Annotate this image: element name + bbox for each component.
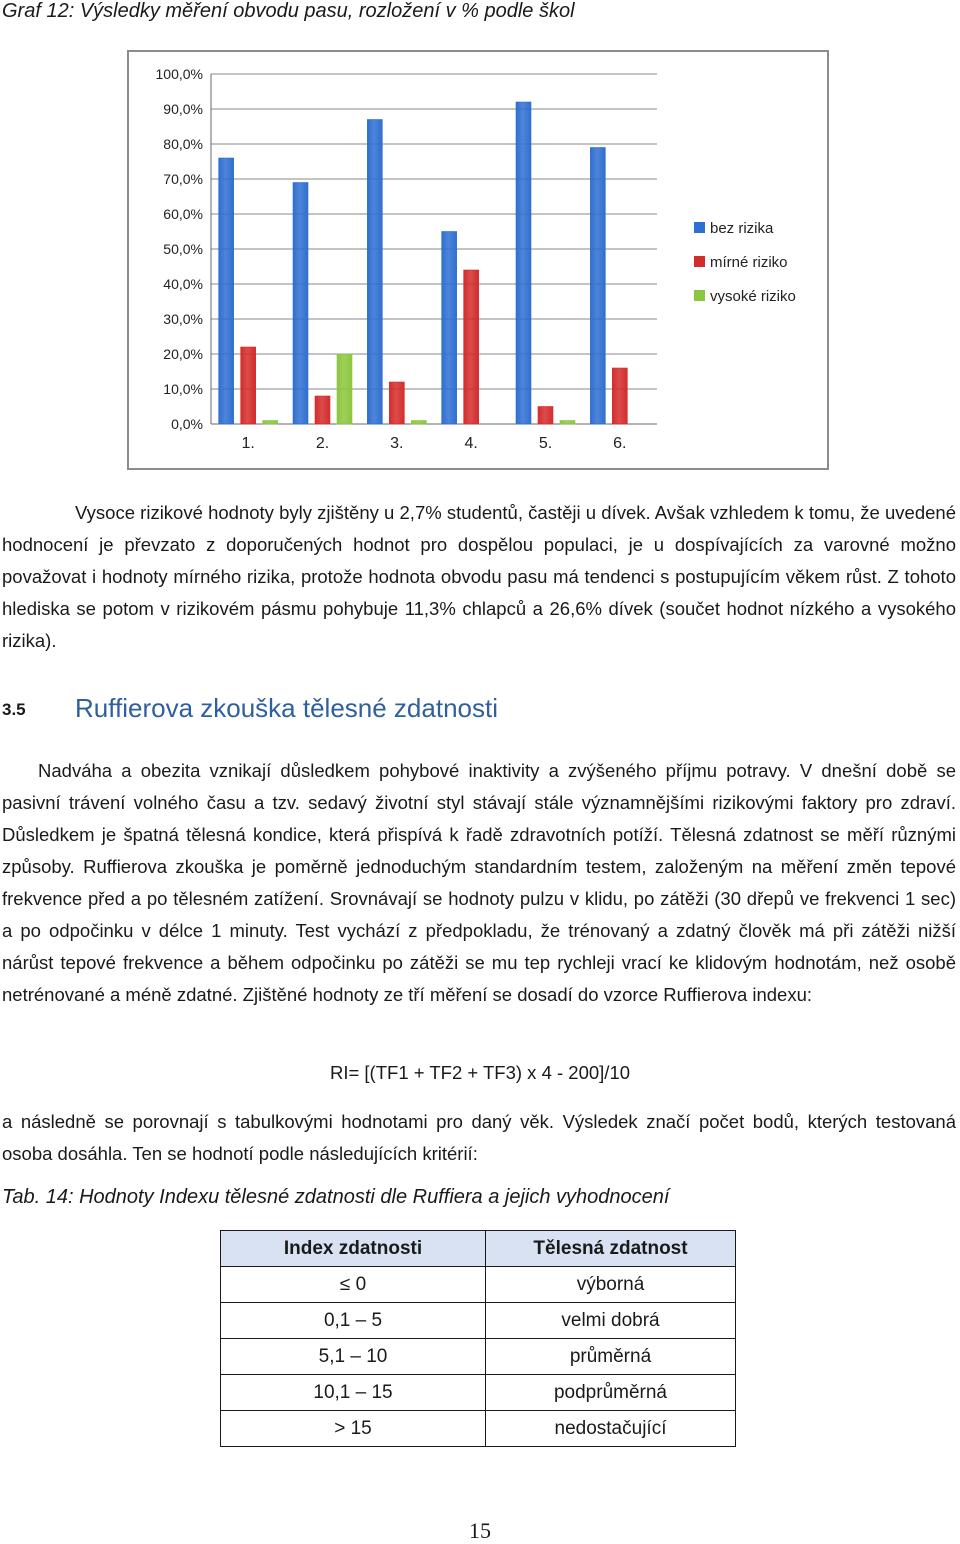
page-number: 15 [469,1518,491,1543]
table-header-index: Index zdatnosti [221,1231,486,1267]
y-tick-label: 0,0% [171,416,203,432]
bar [612,368,627,424]
table-cell-fitness: průměrná [486,1339,736,1375]
legend-swatch [694,290,705,301]
y-tick-label: 80,0% [163,136,203,152]
section-number: 3.5 [2,700,26,719]
legend-swatch [694,256,705,267]
bar [464,270,479,424]
bar [219,158,234,424]
legend-label: vysoké riziko [710,288,796,305]
x-tick-label: 2. [315,435,330,452]
paragraph-evaluation: a následně se porovnají s tabulkovými hodnotami pro daný věk. Výsledek značí počet bodů, kterých testovaná osoba dosáhla. Ten se hodnotí podle následujících kritérií: [2,1111,956,1164]
ruffier-table [220,1230,736,1447]
table-row [221,1411,736,1447]
bar [315,396,330,424]
bar [590,148,605,425]
table-cell-fitness: výborná [486,1267,736,1303]
y-tick-label: 20,0% [163,346,203,362]
table-row [221,1339,736,1375]
table-cell-index: 5,1 – 10 [221,1339,486,1375]
x-tick-label: 4. [464,435,478,452]
table-header-fitness: Tělesná zdatnost [486,1231,736,1267]
legend-label: bez rizika [710,220,774,237]
bar-chart [129,52,827,468]
y-tick-label: 30,0% [163,311,203,327]
section-title: Ruffierova zkouška tělesné zdatnosti [75,693,498,723]
x-tick-label: 1. [241,435,255,452]
chart-frame [127,50,829,470]
y-tick-label: 40,0% [163,276,203,292]
table-caption: Tab. 14: Hodnoty Indexu tělesné zdatnosti dle Ruffiera a jejich vyhodnocení [2,1186,670,1208]
table-cell-index: 10,1 – 15 [221,1375,486,1411]
y-tick-label: 60,0% [163,206,203,222]
paragraph-waist-results: Vysoce rizikové hodnoty byly zjištěny u 2,7% studentů, častěji u dívek. Avšak vzhledem k tomu, že uvedené hodnocení je převzato z doporučených hodnot pro dospělou populaci, je u dospívajících za varovné možno považovat i hodnoty mírného rizika, protože hodnota obvodu pasu má tendenci s postupujícím věkem růst. Z tohoto hlediska se potom v rizikovém pásmu pohybuje 11,3% chlapců a 26,6% dívek (součet hodnot nízkého a vysokého rizika). [2,502,956,651]
y-tick-label: 70,0% [163,171,203,187]
x-tick-label: 3. [390,435,404,452]
legend-label: mírné riziko [710,254,788,271]
paragraph-ruffier [2,755,956,1011]
legend-swatch [694,222,705,233]
figure-caption: Graf 12: Výsledky měření obvodu pasu, rozložení v % podle škol [2,0,575,22]
table-row [221,1375,736,1411]
table-cell-index: 0,1 – 5 [221,1303,486,1339]
bar [263,421,278,425]
table-header-row [221,1231,736,1267]
bar [389,382,404,424]
y-tick-label: 50,0% [163,241,203,257]
table-cell-fitness: podprůměrná [486,1375,736,1411]
table-row [221,1267,736,1303]
x-tick-label: 6. [613,435,627,452]
bar [293,183,308,425]
table-cell-index: ≤ 0 [221,1267,486,1303]
bar [241,347,256,424]
bar [538,407,553,425]
bar [560,421,575,425]
bar [442,232,457,425]
table-cell-fitness: nedostačující [486,1411,736,1447]
bar [367,120,382,425]
paragraph-ruffier-text: Nadváha a obezita vznikají důsledkem pohybové inaktivity a zvýšeného příjmu potravy. V dnešní době se pasivní trávení volného času a tzv. sedavý životní styl stávají stále významnějšími rizikovými faktory pro zdraví. Důsledkem je špatná tělesná kondice, která přispívá k řadě zdravotních potíží. Tělesná zdatnost se měří různými způsoby. Ruffierova zkouška je poměrně jednoduchým standardním testem, založeným na měření změn tepové frekvence před a po tělesném zatížení. Srovnávají se hodnoty pulzu v klidu, po zátěži (30 dřepů ve frekvenci 1 sec) a po odpočinku v délce 1 minuty. Test vychází z předpokladu, že trénovaný a zdatný člověk má při zátěži nižší nárůst tepové frekvence a během odpočinku po zátěži se mu tep rychleji vrací ke klidovým hodnotám, než osobě netrénované a méně zdatné. Zjištěné hodnoty ze tří měření se dosadí do vzorce Ruffierova indexu: [2,760,956,1005]
bar [337,354,352,424]
table-row [221,1303,736,1339]
bar [516,102,531,424]
y-tick-label: 10,0% [163,381,203,397]
ruffier-formula: RI= [(TF1 + TF2 + TF3) x 4 - 200]/10 [329,1062,631,1083]
y-tick-label: 100,0% [155,66,203,82]
table-cell-fitness: velmi dobrá [486,1303,736,1339]
table-cell-index: > 15 [221,1411,486,1447]
y-tick-label: 90,0% [163,101,203,117]
x-tick-label: 5. [538,435,553,452]
bar [411,421,426,425]
